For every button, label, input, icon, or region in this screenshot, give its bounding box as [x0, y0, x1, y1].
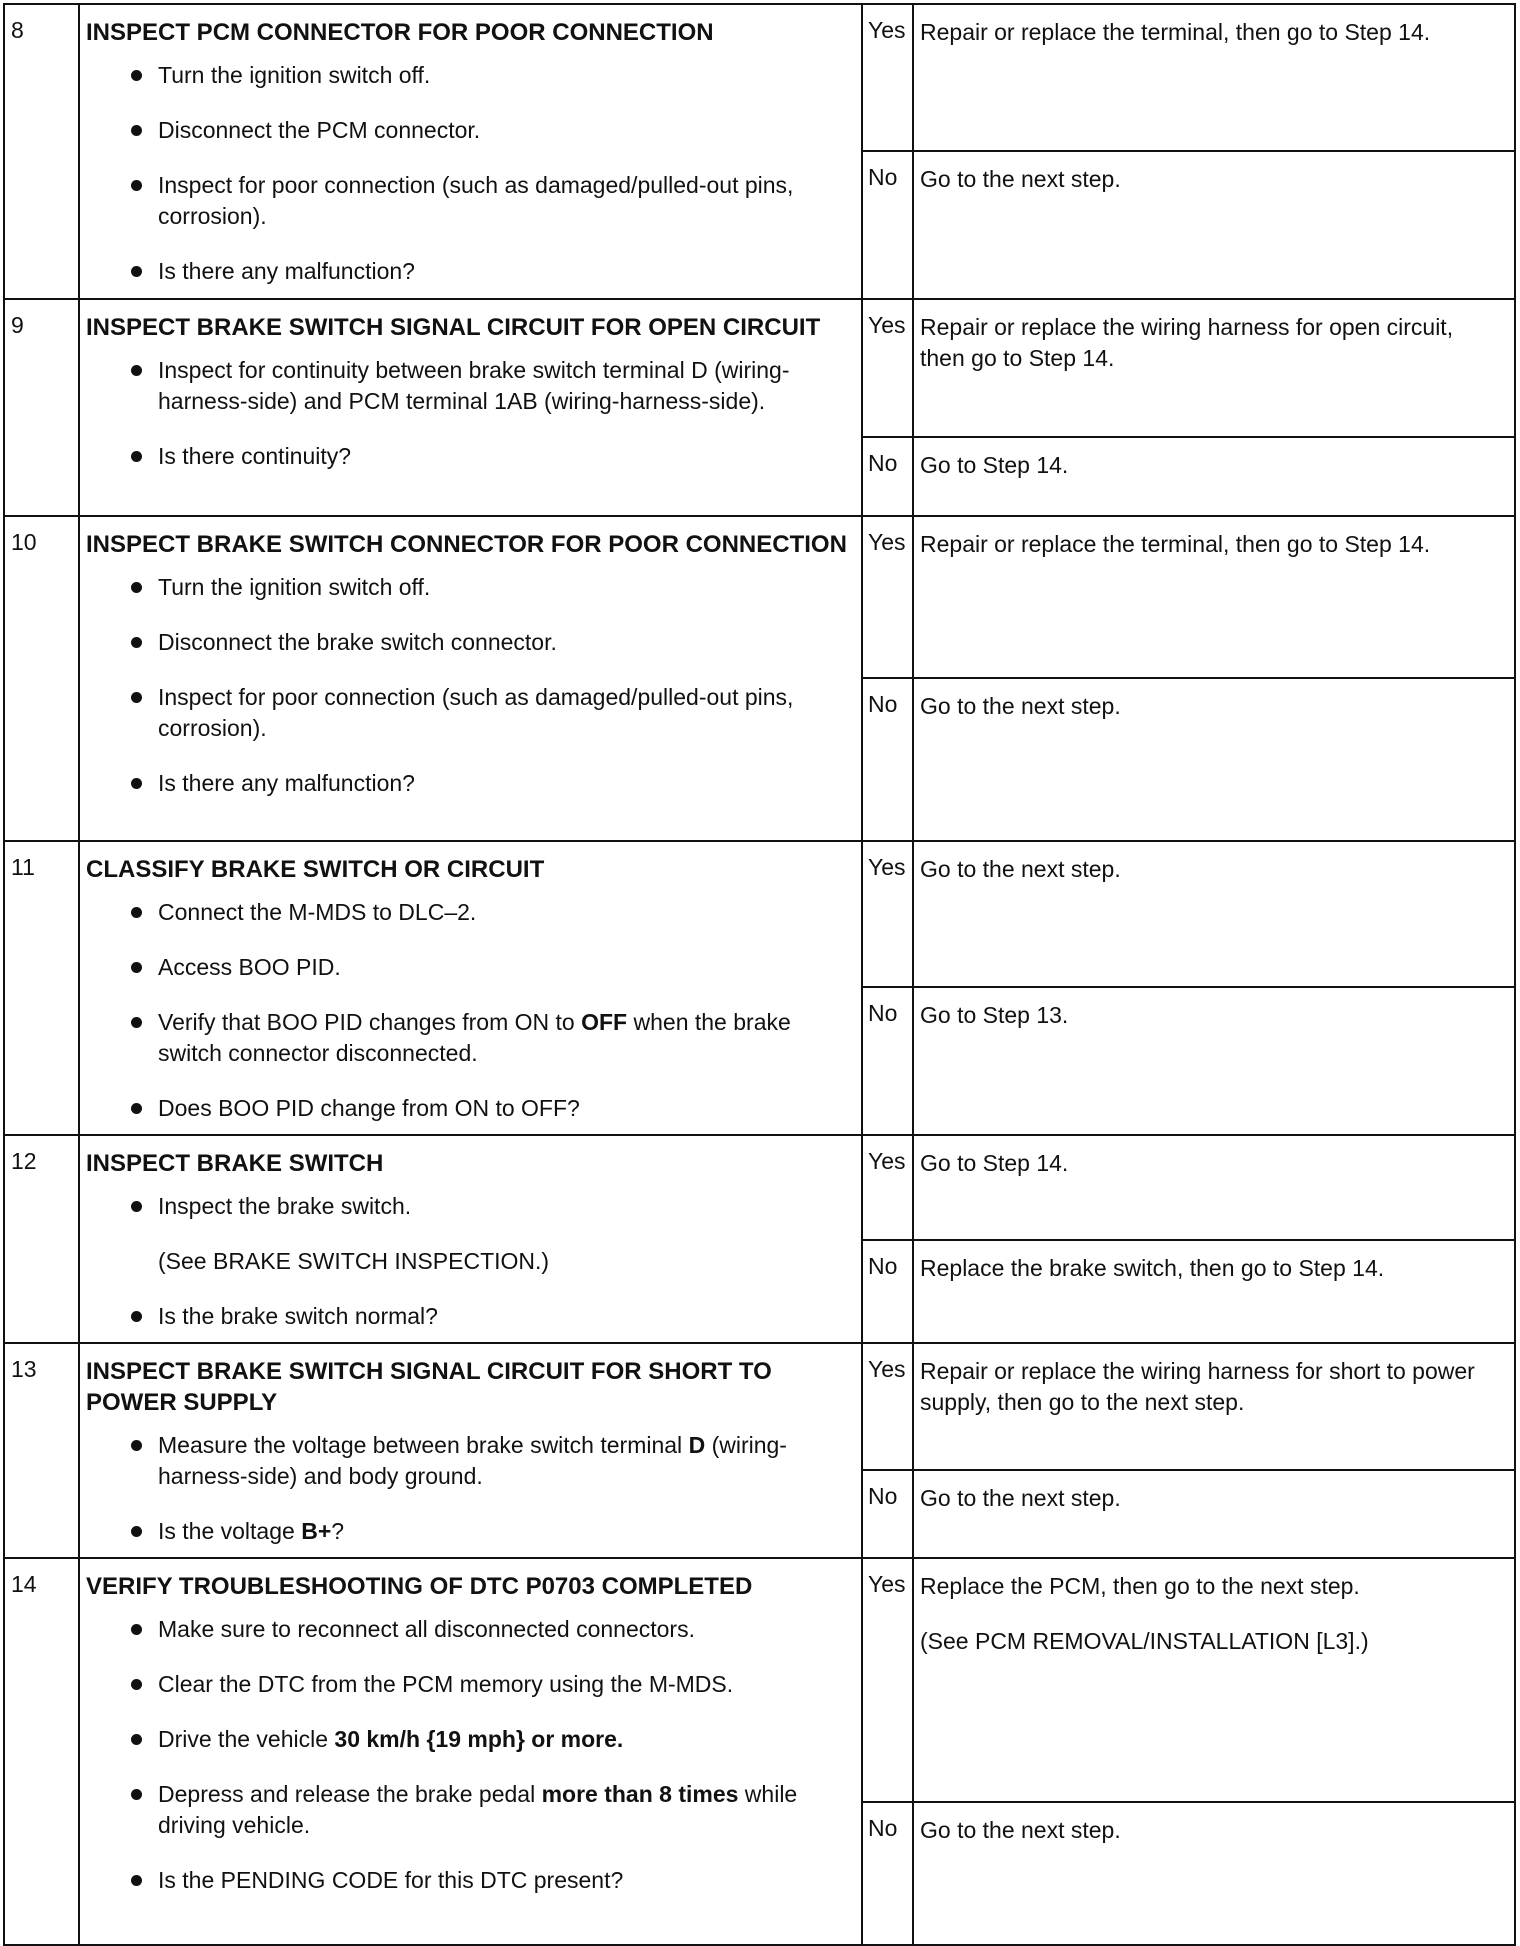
item-text: Connect the M-MDS to DLC–2. [158, 899, 477, 925]
step-bullet-item [80, 1007, 861, 1069]
step-row [4, 299, 1515, 437]
item-text: Verify that BOO PID changes from ON to [158, 1009, 582, 1035]
yes-label: Yes [862, 4, 913, 151]
item-text: Clear the DTC from the PCM memory using the M-MDS. [158, 1671, 734, 1697]
step-number: 10 [4, 516, 79, 841]
step-number: 13 [4, 1343, 79, 1558]
step-bullet-item [80, 115, 861, 146]
yes-action [913, 1135, 1515, 1240]
step-bullet-item [80, 1430, 861, 1492]
item-emphasis: OFF [581, 1009, 628, 1035]
no-label: No [862, 437, 913, 516]
step-item-list [80, 897, 861, 1124]
step-item-list [80, 1430, 861, 1547]
yes-action-text: Repair or replace the terminal, then go to Step 14. [920, 531, 1431, 557]
no-action-text: Go to Step 14. [920, 452, 1069, 478]
yes-action-text: Repair or replace the wiring harness for open circuit, then go to Step 14. [920, 314, 1454, 371]
item-text: Depress and release the brake pedal [158, 1781, 542, 1807]
yes-action [913, 1343, 1515, 1470]
yes-action [913, 4, 1515, 151]
no-action-text: Go to the next step. [920, 1817, 1121, 1843]
no-action-text: Go to the next step. [920, 1484, 1121, 1511]
step-title: INSPECT BRAKE SWITCH SIGNAL CIRCUIT FOR OPEN CIRCUIT [86, 314, 821, 341]
step-bullet-item [80, 768, 861, 799]
item-emphasis: more than 8 times [541, 1781, 739, 1807]
step-title: VERIFY TROUBLESHOOTING OF DTC P0703 COMPLETED [86, 1573, 753, 1600]
yes-action-text: Repair or replace the terminal, then go to Step 14. [920, 19, 1431, 45]
item-text: Is there any malfunction? [158, 770, 415, 796]
yes-action [913, 299, 1515, 437]
step-bullet-item [80, 682, 861, 744]
step-bullet-item [80, 441, 861, 472]
item-emphasis: D [688, 1432, 706, 1458]
yes-label: Yes [862, 1135, 913, 1240]
no-label: No [862, 678, 913, 841]
item-text: Measure the voltage between brake switch terminal [158, 1432, 689, 1458]
item-text: Inspect for continuity between brake switch terminal D (wiring-harness-side) and PCM terminal 1AB (wiring-harness-side). [158, 357, 790, 414]
no-action [913, 1470, 1515, 1558]
step-number: 8 [4, 4, 79, 299]
step-row [4, 1135, 1515, 1240]
item-text: Is there any malfunction? [158, 258, 415, 284]
no-label: No [862, 151, 913, 299]
item-text: while driving vehicle. [158, 1781, 798, 1838]
no-label: No [862, 1802, 913, 1945]
no-action [913, 437, 1515, 516]
diagnostic-steps-body [4, 4, 1515, 1945]
step-bullet-item [80, 1516, 861, 1547]
item-text: Does BOO PID change from ON to OFF? [158, 1095, 580, 1121]
no-action [913, 1802, 1515, 1945]
step-bullet-item [80, 1779, 861, 1841]
no-label: No [862, 1240, 913, 1343]
no-label: No [862, 1470, 913, 1558]
yes-action [913, 1558, 1515, 1802]
no-action-text: Go to the next step. [920, 166, 1121, 192]
item-text: Inspect for poor connection (such as damaged/pulled-out pins, corrosion). [158, 172, 794, 229]
step-row [4, 1558, 1515, 1802]
step-number: 11 [4, 841, 79, 1135]
step-bullet-item [80, 1724, 861, 1755]
step-note [80, 1246, 861, 1277]
item-text: Make sure to reconnect all disconnected connectors. [158, 1616, 695, 1642]
step-item-list [80, 60, 861, 287]
item-text: Is the voltage [158, 1518, 302, 1544]
no-action [913, 151, 1515, 299]
step-bullet-item [80, 1614, 861, 1645]
no-action-text: Go to Step 13. [920, 1002, 1069, 1029]
step-bullet-item [80, 1669, 861, 1700]
step-instructions [79, 299, 862, 516]
no-action-text: Go to the next step. [920, 693, 1121, 719]
yes-label: Yes [862, 299, 913, 437]
step-title: CLASSIFY BRAKE SWITCH OR CIRCUIT [86, 856, 545, 883]
yes-action-text: Go to Step 14. [920, 1150, 1069, 1176]
step-bullet-item [80, 897, 861, 928]
step-instructions [79, 516, 862, 841]
step-row [4, 1343, 1515, 1470]
step-instructions [79, 4, 862, 299]
step-bullet-item [80, 170, 861, 232]
step-instructions [79, 1135, 862, 1343]
yes-action-text: Repair or replace the wiring harness for short to power supply, then go to the next step. [920, 1358, 1475, 1415]
step-title: INSPECT BRAKE SWITCH CONNECTOR FOR POOR CONNECTION [86, 531, 847, 558]
step-instructions [79, 1343, 862, 1558]
item-text: Turn the ignition switch off. [158, 62, 431, 88]
no-action-text: Replace the brake switch, then go to Step 14. [920, 1255, 1385, 1281]
step-number: 9 [4, 299, 79, 516]
item-text: when the brake switch connector disconnected. [158, 1009, 791, 1066]
diagnostic-steps-table [3, 3, 1516, 1946]
step-instructions [79, 841, 862, 1135]
step-bullet-item [80, 572, 861, 603]
item-text: Inspect for poor connection (such as damaged/pulled-out pins, corrosion). [158, 684, 794, 741]
yes-action-text: (See PCM REMOVAL/INSTALLATION [L3].) [920, 1628, 1369, 1654]
item-text: Disconnect the PCM connector. [158, 117, 481, 143]
item-text: ? [331, 1518, 345, 1544]
step-row [4, 516, 1515, 678]
step-bullet-item [80, 1865, 861, 1896]
step-bullet-item [80, 1093, 861, 1124]
yes-label: Yes [862, 1343, 913, 1470]
item-text: Turn the ignition switch off. [158, 574, 431, 600]
item-text: Is there continuity? [158, 443, 352, 469]
item-text: Inspect the brake switch. [158, 1193, 412, 1219]
step-bullet-item [80, 627, 861, 658]
item-text: Access BOO PID. [158, 954, 341, 980]
item-text: Disconnect the brake switch connector. [158, 629, 557, 655]
step-item-list [80, 355, 861, 472]
item-emphasis: 30 km/h {19 mph} or more. [334, 1726, 624, 1752]
step-bullet-item [80, 355, 861, 417]
yes-action-text: Go to the next step. [920, 856, 1121, 882]
step-item-list [80, 572, 861, 799]
step-number: 12 [4, 1135, 79, 1343]
no-action [913, 1240, 1515, 1343]
no-label: No [862, 987, 913, 1135]
step-bullet-item [80, 256, 861, 287]
step-instructions [79, 1558, 862, 1945]
yes-label: Yes [862, 516, 913, 678]
step-number: 14 [4, 1558, 79, 1945]
item-text: (wiring-harness-side) and body ground. [158, 1432, 787, 1489]
item-text: Drive the vehicle [158, 1726, 335, 1752]
step-title: INSPECT PCM CONNECTOR FOR POOR CONNECTION [86, 19, 714, 46]
yes-action [913, 516, 1515, 678]
step-bullet-item [80, 1301, 861, 1332]
no-action [913, 678, 1515, 841]
step-bullet-item [80, 952, 861, 983]
step-row [4, 4, 1515, 151]
item-text: Is the PENDING CODE for this DTC present? [158, 1867, 624, 1893]
item-emphasis: B+ [301, 1518, 332, 1544]
item-text: Is the brake switch normal? [158, 1303, 438, 1329]
yes-action [913, 841, 1515, 987]
yes-label: Yes [862, 1558, 913, 1802]
step-title: INSPECT BRAKE SWITCH [86, 1150, 384, 1177]
step-row [4, 841, 1515, 987]
step-bullet-item [80, 1191, 861, 1222]
step-bullet-item [80, 60, 861, 91]
step-title: INSPECT BRAKE SWITCH SIGNAL CIRCUIT FOR SHORT TO POWER SUPPLY [86, 1358, 772, 1416]
no-action [913, 987, 1515, 1135]
yes-label: Yes [862, 841, 913, 987]
step-item-list [80, 1614, 861, 1896]
item-text: (See BRAKE SWITCH INSPECTION.) [158, 1248, 550, 1274]
yes-action-text: Replace the PCM, then go to the next step. [920, 1573, 1360, 1599]
step-item-list [80, 1191, 861, 1332]
